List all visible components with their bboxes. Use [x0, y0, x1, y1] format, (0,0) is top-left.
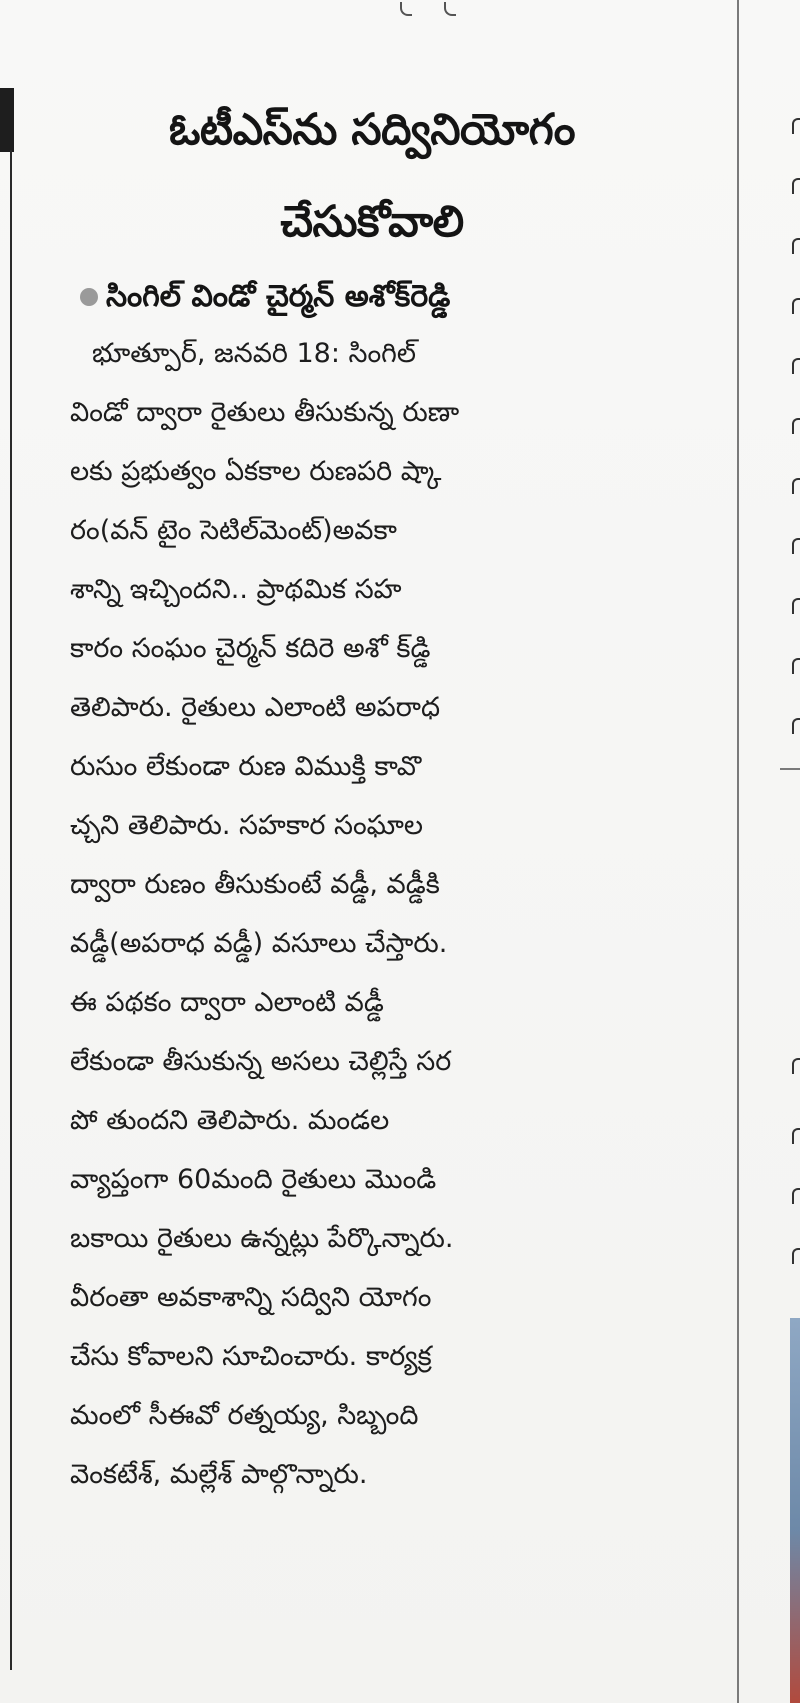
cropped-text-fragment: [792, 658, 800, 674]
body-line: భూత్పూర్, జనవరి 18: సింగిల్: [92, 338, 417, 369]
bullet-dot-icon: [80, 288, 98, 306]
body-line: లేకుండా తీసుకున్న అసలు చెల్లిస్తే సర: [70, 1046, 452, 1077]
article-headline: [62, 84, 682, 268]
cropped-text-fragment: [792, 538, 800, 554]
cropped-text-fragment: [792, 1128, 800, 1144]
cropped-text-fragment: [792, 718, 800, 734]
adjacent-photo-edge: [790, 1318, 800, 1703]
body-line: ఈ పథకం ద్వారా ఎలాంటి వడ్డీ: [70, 987, 384, 1018]
cropped-text-fragment: [792, 1188, 800, 1204]
body-line: లకు ప్రభుత్వం ఏకకాల రుణపరి ష్కా: [70, 456, 442, 487]
body-line: విండో ద్వారా రైతులు తీసుకున్న రుణా: [70, 397, 460, 428]
cropped-text-fragment: [792, 598, 800, 614]
body-line: వ్యాప్తంగా 60మంది రైతులు మొండి: [70, 1164, 437, 1195]
body-line: వెంకటేశ్, మల్లేశ్ పాల్గొన్నారు.: [70, 1459, 368, 1490]
body-line: రుసుం లేకుండా రుణ విముక్తి కావొ: [70, 751, 422, 782]
adjacent-column-header-bar: [0, 88, 14, 152]
headline-line-2: చేసుకోవాలి: [280, 197, 464, 247]
news-article: [62, 84, 682, 1504]
body-line: మంలో సీఈవో రత్నయ్య, సిబ్బంది: [70, 1400, 419, 1431]
body-line: రం(వన్ టైం సెటిల్‌మెంట్)అవకా: [70, 515, 397, 546]
article-subheading: [80, 274, 682, 320]
cropped-text-fragment: [792, 118, 800, 134]
body-line: తెలిపారు. రైతులు ఎలాంటి అపరాధ: [70, 692, 441, 723]
adjacent-column-border: [10, 150, 12, 1670]
cropped-text-fragment: [792, 1248, 800, 1264]
body-line: ద్వారా రుణం తీసుకుంటే వడ్డీ, వడ్డీకి: [70, 869, 440, 900]
cropped-text-fragment: [792, 478, 800, 494]
glyph-fragment-icon: [444, 2, 456, 16]
cropped-headline-fragment: [380, 0, 490, 18]
cropped-text-fragment: [792, 238, 800, 254]
column-divider: [737, 0, 739, 1703]
body-line: చేసు కోవాలని సూచించారు. కార్యక్ర: [70, 1341, 432, 1372]
subheading-text: సింగిల్ విండో చైర్మన్ అశోక్‌రెడ్డి: [106, 279, 451, 314]
adjacent-column-separator: [780, 768, 800, 770]
cropped-text-fragment: [792, 298, 800, 314]
body-line: బకాయి రైతులు ఉన్నట్లు పేర్కొన్నారు.: [70, 1223, 454, 1254]
glyph-fragment-icon: [400, 2, 412, 16]
body-line: వడ్డీ(అపరాధ వడ్డీ) వసూలు చేస్తారు.: [70, 928, 448, 959]
cropped-text-fragment: [792, 178, 800, 194]
body-line: వీరంతా అవకాశాన్ని సద్విని యోగం: [70, 1282, 432, 1313]
body-line: కారం సంఘం చైర్మన్ కదిరె అశో క్‌డ్డి: [70, 633, 431, 664]
headline-line-1: ఓటీఎస్‌ను సద్వినియోగం: [168, 105, 576, 155]
body-line: శాన్ని ఇచ్చిందని.. ప్రాథమిక సహ: [70, 574, 402, 605]
cropped-text-fragment: [792, 358, 800, 374]
body-line: పో తుందని తెలిపారు. మండల: [70, 1105, 390, 1136]
cropped-text-fragment: [792, 1058, 800, 1074]
article-body: [62, 324, 682, 1504]
cropped-text-fragment: [792, 418, 800, 434]
body-line: చ్చని తెలిపారు. సహకార సంఘాల: [70, 810, 424, 841]
